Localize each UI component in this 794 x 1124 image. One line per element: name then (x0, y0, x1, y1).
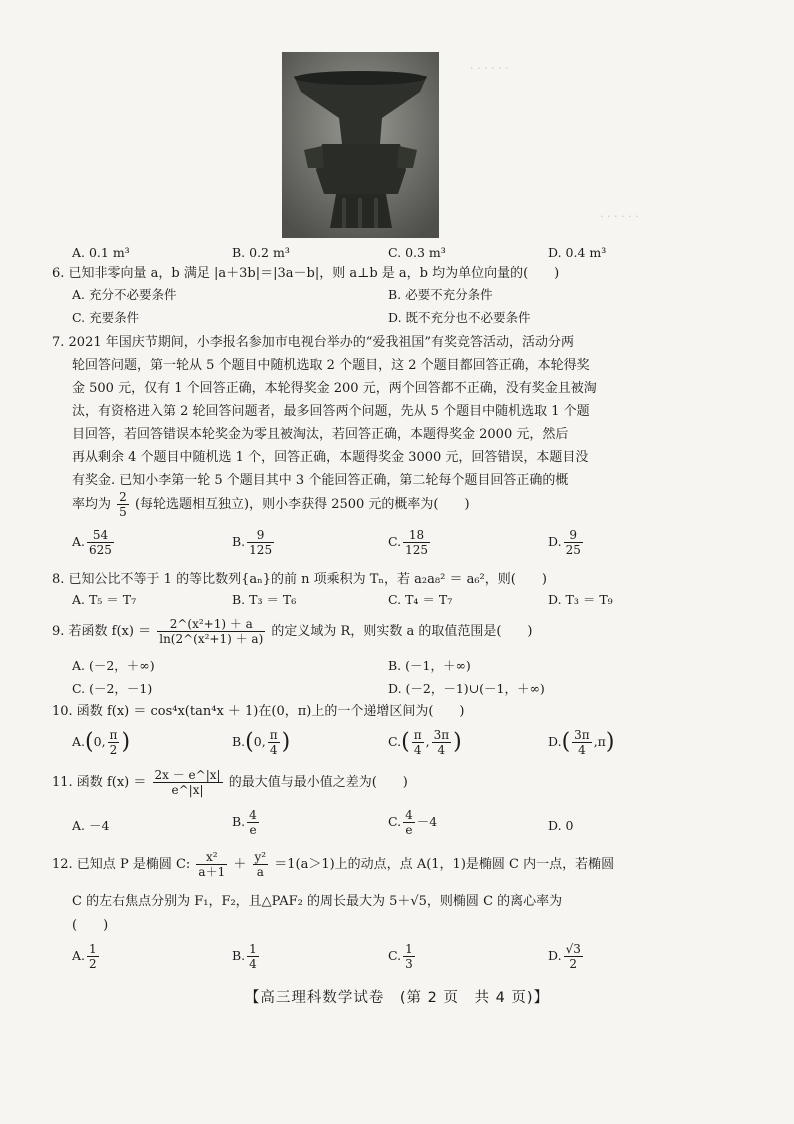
q12-ellipse-x-term: $\frac{\text{x²}}{a+1}$ (198, 850, 226, 879)
q7-line-8-suffix: (每轮选题相互独立)，则小李获得 2500 元的概率为( ) (134, 497, 470, 512)
q6-option-a: A. 充分不必要条件 (72, 287, 177, 302)
q6-option-d: D. 既不充分也不必要条件 (388, 310, 531, 325)
q5-option-d: D. 0.4 m³ (548, 245, 607, 260)
q12-option-a: A. $\frac{1}{2}$ (72, 942, 97, 971)
q6-stem: 6. 已知非零向量 a，b 满足 |a＋3b|＝|3a－b|，则 a⊥b 是 a，b 均为单位向量的( ) (52, 266, 560, 281)
q7-option-d: D. $\frac{9}{25}$ (548, 528, 581, 557)
q7-option-b: B. $\frac{9}{125}$ (232, 528, 273, 557)
bleed-through-mark: · · · · · · (470, 62, 509, 75)
q11-option-a: A. －4 (72, 818, 110, 833)
q5-option-b: B. 0.2 m³ (232, 245, 290, 260)
page-footer: 【高三理科数学试卷 (第 2 页 共 4 页)】 (244, 990, 550, 1006)
q9-option-d: D. (－2，－1)∪(－1，＋∞) (388, 681, 545, 696)
q12-stem (52, 850, 614, 879)
q12-option-b: B. $\frac{1}{4}$ (232, 942, 257, 971)
q12-option-d: D. $\frac{√3}{2}$ (548, 942, 581, 971)
q9-stem (52, 617, 533, 646)
q11-stem-prefix: 11. 函数 f(x) ＝ (52, 775, 147, 790)
q7-line-5: 目回答，若回答错误本轮奖金为零且被淘汰，若回答正确，本题得奖金 2000 元，然后 (72, 427, 569, 442)
q8-option-c: C. T₄ ＝ T₇ (388, 592, 453, 607)
bleed-through-mark: · · · · · · (600, 210, 639, 223)
bronze-vessel-photo (282, 52, 439, 238)
q7-probability-fraction: $\frac{2}{5}$ (119, 490, 127, 519)
q7-option-a: A. $\frac{54}{625}$ (72, 528, 112, 557)
q7-option-c: C. $\frac{18}{125}$ (388, 528, 428, 557)
q11-option-b: B. $\frac{4}{e}$ (232, 808, 257, 837)
q6-option-b: B. 必要不充分条件 (388, 287, 493, 302)
q12-ellipse-y-term: $\frac{\text{y²}}{a}$ (254, 850, 267, 879)
q7-line-8-prefix: 率均为 (72, 497, 112, 512)
q5-option-a: A. 0.1 m³ (72, 245, 130, 260)
q9-option-c: C. (－2，－1) (72, 681, 153, 696)
q12-line-3: ( ) (72, 918, 109, 933)
q11-stem-suffix: 的最大值与最小值之差为( ) (228, 775, 408, 790)
q7-line-1: 7. 2021 年国庆节期间，小李报名参加市电视台举办的“爱我祖国”有奖竞答活动，活动分两 (52, 335, 575, 350)
q9-function-fraction: $\frac{\text{2\textasciicircum{}(x²+1) ＋ a}}{\text{ln(2\textasciicircum{}(x²+1) ＋ a)}}$ (159, 617, 264, 646)
q10-option-d: D.( $\frac{3\pi}{4}$ ,π) (548, 728, 615, 757)
q12-plus-sign: ＋ (233, 857, 247, 872)
q9-option-a: A. (－2，＋∞) (72, 658, 155, 673)
q5-option-c: C. 0.3 m³ (388, 245, 446, 260)
q10-option-c: C.( $\frac{\pi}{4}$ , $\frac{3\pi}{4}$ ) (388, 728, 462, 757)
q9-stem-prefix: 9. 若函数 f(x) ＝ (52, 624, 152, 639)
q7-line-2: 轮回答问题，第一轮从 5 个题目中随机选取 2 个题目，这 2 个题目都回答正确，本轮得奖 (72, 358, 590, 373)
q8-option-d: D. T₃ ＝ T₉ (548, 592, 613, 607)
q12-option-c: C. $\frac{1}{3}$ (388, 942, 413, 971)
q11-function-fraction: $\frac{2x - e\^{}|x|}{e\^{}|x|}$ (154, 768, 221, 797)
q10-option-a: A.(0, $\frac{\pi}{2}$ ) (72, 728, 131, 757)
q7-line-8 (72, 490, 470, 519)
q10-stem: 10. 函数 f(x) ＝ cos⁴x(tan⁴x ＋ 1)在(0，π)上的一个递增区间为( ) (52, 704, 465, 719)
q11-option-c: C. $\frac{4}{e}$ －4 (388, 808, 438, 837)
q12-line-2: C 的左右焦点分别为 F₁，F₂，且△PAF₂ 的周长最大为 5＋√5，则椭圆 C 的离心率为 (72, 894, 563, 909)
q8-option-a: A. T₅ ＝ T₇ (72, 592, 137, 607)
q11-option-d: D. 0 (548, 818, 574, 833)
q11-stem (52, 768, 408, 797)
q8-option-b: B. T₃ ＝ T₆ (232, 592, 297, 607)
q12-stem-suffix: ＝1(a＞1)上的动点，点 A(1，1)是椭圆 C 内一点，若椭圆 (274, 857, 615, 872)
q7-line-3: 金 500 元，仅有 1 个回答正确，本轮得奖金 200 元，两个回答都不正确，没有奖金且被淘 (72, 381, 597, 396)
q7-line-7: 有奖金. 已知小李第一轮 5 个题目其中 3 个能回答正确，第二轮每个题目回答正确的概 (72, 473, 569, 488)
q12-stem-prefix: 12. 已知点 P 是椭圆 C: (52, 857, 191, 872)
q9-option-b: B. (－1，＋∞) (388, 658, 471, 673)
q9-stem-suffix: 的定义域为 R，则实数 a 的取值范围是( ) (271, 624, 533, 639)
q10-option-b: B.(0, $\frac{\pi}{4}$ ) (232, 728, 291, 757)
q7-line-4: 汰，有资格进入第 2 轮回答问题者，最多回答两个问题，先从 5 个题目中随机选取 1 个题 (72, 404, 590, 419)
q7-line-6: 再从剩余 4 个题目中随机选 1 个，回答正确，本题得奖金 3000 元，回答错误，本题目没 (72, 450, 589, 465)
q6-option-c: C. 充要条件 (72, 310, 140, 325)
q8-stem: 8. 已知公比不等于 1 的等比数列{aₙ}的前 n 项乘积为 Tₙ，若 a₂a₈² ＝ a₆²，则( ) (52, 572, 547, 587)
